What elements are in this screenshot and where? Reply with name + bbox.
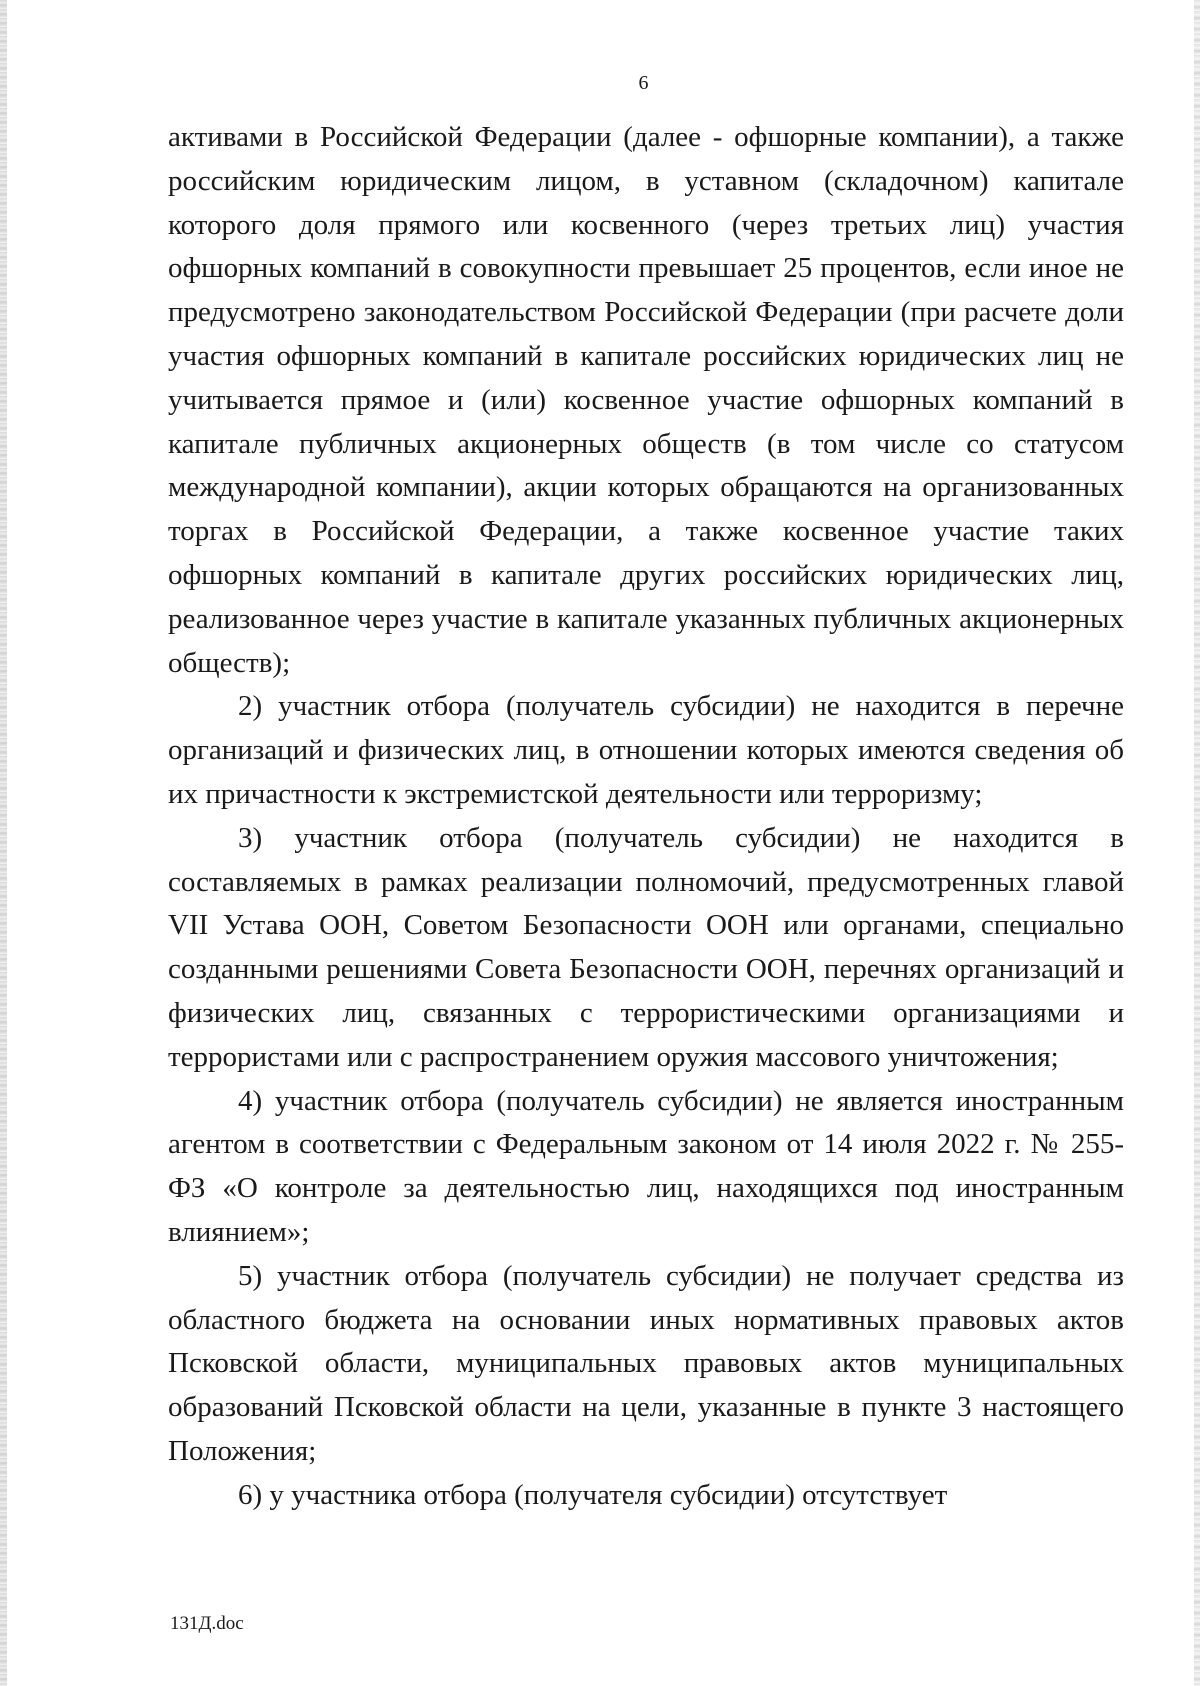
paragraph-item-2: 2) участник отбора (получатель субсидии) не находится в перечне организаций и физических лиц, в отношении которых имеются сведения об их причастности к экстремистской деятельности или терроризму;: [168, 690, 1124, 810]
paragraph-item-4: 4) участник отбора (получатель субсидии) не является иностранным агентом в соответствии с Федеральным законом от 14 июля 2022 г. № 255-ФЗ «О контроле за деятельностью лиц, находящихся под иностранным влиянием»;: [168, 1084, 1124, 1248]
paragraph-item-5: 5) участник отбора (получатель субсидии) не получает средства из областного бюджета на основании иных нормативных правовых актов Псковской области, муниципальных правовых актов муниципальных образований Псковской области на цели, указанные в пункте 3 настоящего Положения;: [168, 1259, 1124, 1467]
paragraph-continuation: активами в Российской Федерации (далее - офшорные компании), а также российским юридическим лицом, в уставном (складочном) капитале которого доля прямого или косвенного (через третьих лиц) участия офшорных компаний в совокупности превышает 25 процентов, если иное не предусмотрено законодательством Российской Федерации (при расчете доли участия офшорных компаний в капитале российских юридических лиц не учитывается прямое и (или) косвенное участие офшорных компаний в капитале публичных акционерных обществ (в том числе со статусом международной компании), акции которых обращаются на организованных торгах в Российской Федерации, а также косвенное участие таких офшорных компаний в капитале других российских юридических лиц, реализованное через участие в капитале указанных публичных акционерных обществ);: [168, 121, 1124, 679]
document-body: [168, 116, 1124, 1518]
page-number: 6: [638, 72, 649, 94]
scan-edge-right: [1194, 0, 1200, 1686]
paragraph-item-3: 3) участник отбора (получатель субсидии) не находится в составляемых в рамках реализации полномочий, предусмотренных главой VII Устава ООН, Советом Безопасности ООН или органами, специально созданными решениями Совета Безопасности ООН, перечнях организаций и физических лиц, связанных с террористическими организациями и террористами или с распространением оружия массового уничтожения;: [168, 821, 1124, 1073]
scan-edge-left: [0, 0, 7, 1686]
paragraph-item-6: 6) у участника отбора (получателя субсидии) отсутствует: [238, 1478, 948, 1511]
footer-file-reference: 131Д.doc: [170, 1613, 244, 1634]
